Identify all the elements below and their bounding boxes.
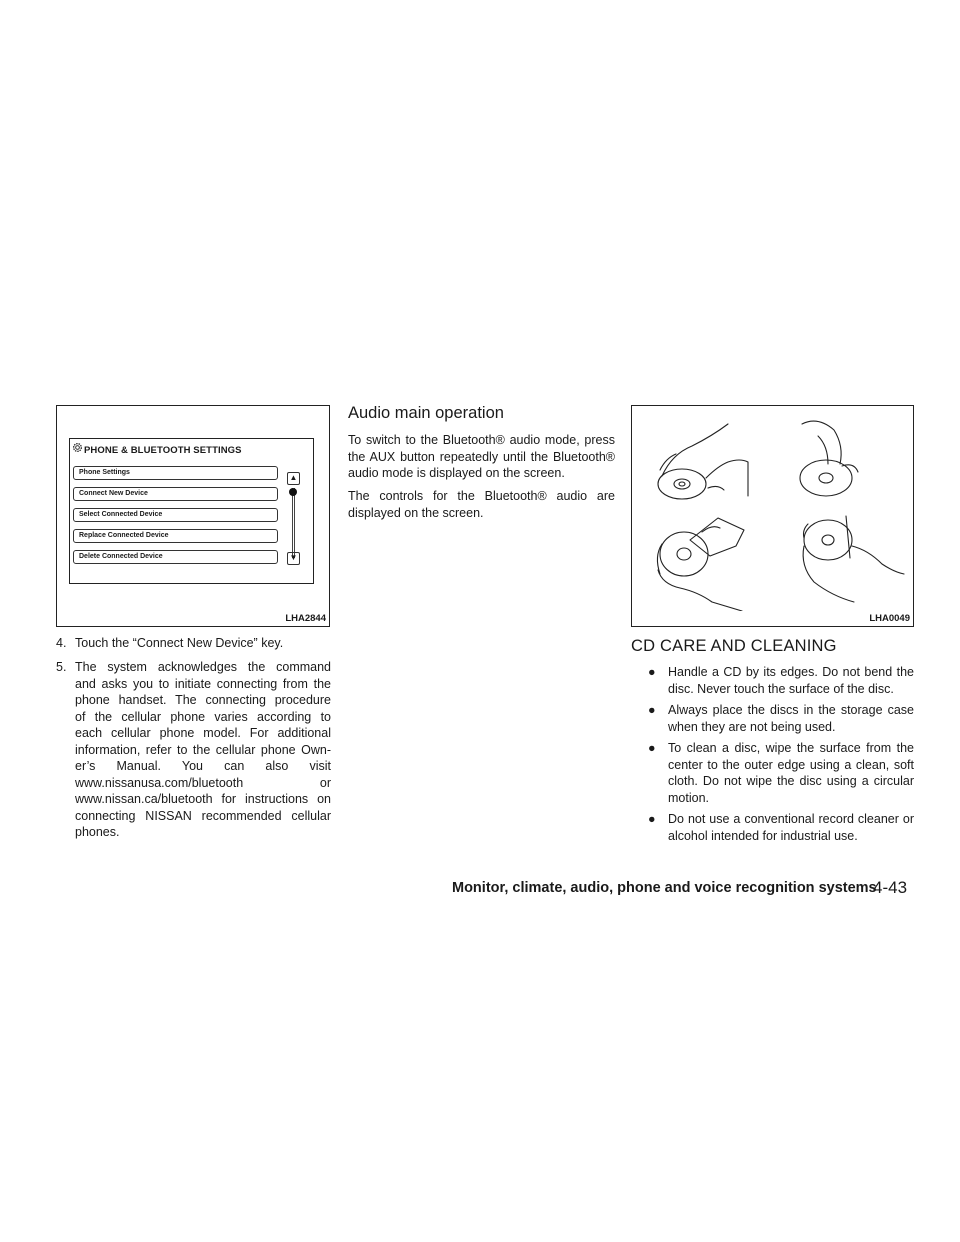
step-line: connecting NISSAN recommended cellular — [75, 808, 331, 823]
step-line: and asks you to initiate connecting from the — [75, 676, 331, 691]
scrollbar-knob[interactable] — [289, 488, 297, 496]
section-heading: Audio main operation — [348, 404, 504, 422]
scrollbar-track[interactable] — [292, 488, 295, 558]
step-line: phones. — [75, 825, 120, 839]
bullet-text: Do not use a conventional record cleaner or alcohol intended for industrial use. — [668, 812, 914, 843]
cd-handling-illustration — [632, 406, 913, 611]
bullet-text: To clean a disc, wipe the surface from the center to the outer edge using a clean, soft cloth. Do not wipe the disc using a circular motion. — [668, 741, 914, 805]
connect-new-device-button[interactable]: Connect New Device — [73, 487, 278, 501]
step-line: er’s Manual. You can also visit — [75, 759, 331, 773]
screen-title: PHONE & BLUETOOTH SETTINGS — [84, 445, 242, 456]
step-number: 5. — [56, 660, 67, 674]
phone-settings-button[interactable]: Phone Settings — [73, 466, 278, 480]
bullet-item — [648, 702, 914, 735]
footer-section-title: Monitor, climate, audio, phone and voice recognition systems — [452, 880, 877, 896]
bullet-item — [648, 740, 914, 806]
step-5 — [56, 659, 331, 841]
cd-handling-figure — [631, 405, 914, 627]
step-line: www.nissanusa.com/bluetooth or — [75, 775, 331, 790]
step-line: information, refer to the cellular phone Own- — [75, 742, 331, 757]
gear-icon — [72, 442, 83, 453]
bullet-item — [648, 664, 914, 697]
bullet-icon: ● — [648, 703, 656, 717]
scroll-up-button[interactable]: ▲ — [287, 472, 300, 485]
step-line: of the cellular phone varies according to — [75, 709, 331, 724]
figure-code: LHA2844 — [285, 613, 326, 624]
step-text — [56, 659, 331, 841]
figure-code: LHA0049 — [869, 613, 910, 624]
select-connected-device-button[interactable]: Select Connected Device — [73, 508, 278, 522]
phone-settings-figure — [56, 405, 330, 627]
paragraph: The controls for the Bluetooth® audio are displayed on the screen. — [348, 489, 615, 520]
replace-connected-device-button[interactable]: Replace Connected Device — [73, 529, 278, 543]
page-number: 4-43 — [873, 878, 908, 897]
step-line: The system acknowledges the command — [75, 660, 331, 674]
section-heading: CD CARE AND CLEANING — [631, 637, 837, 655]
phone-settings-screen — [69, 438, 314, 584]
bullet-text: Always place the discs in the storage case when they are not being used. — [668, 703, 914, 734]
step-line: www.nissan.ca/bluetooth for instructions on — [75, 792, 331, 806]
step-line: each cellular phone model. For additional — [75, 726, 331, 740]
bullet-icon: ● — [648, 812, 656, 826]
step-4 — [56, 635, 331, 652]
step-text: Touch the “Connect New Device” key. — [75, 636, 284, 650]
scroll-down-button[interactable]: ▼ — [287, 552, 300, 565]
step-line: phone handset. The connecting procedure — [75, 693, 331, 707]
step-number: 4. — [56, 636, 67, 650]
bullet-text: Handle a CD by its edges. Do not bend the disc. Never touch the surface of the disc. — [668, 665, 914, 696]
bullet-item — [648, 811, 914, 844]
delete-connected-device-button[interactable]: Delete Connected Device — [73, 550, 278, 564]
bullet-icon: ● — [648, 665, 656, 679]
bullet-icon: ● — [648, 741, 656, 755]
paragraph: To switch to the Bluetooth® audio mode, press the AUX button repeatedly until the Bluetooth® audio mode is displayed on the screen. — [348, 433, 615, 480]
